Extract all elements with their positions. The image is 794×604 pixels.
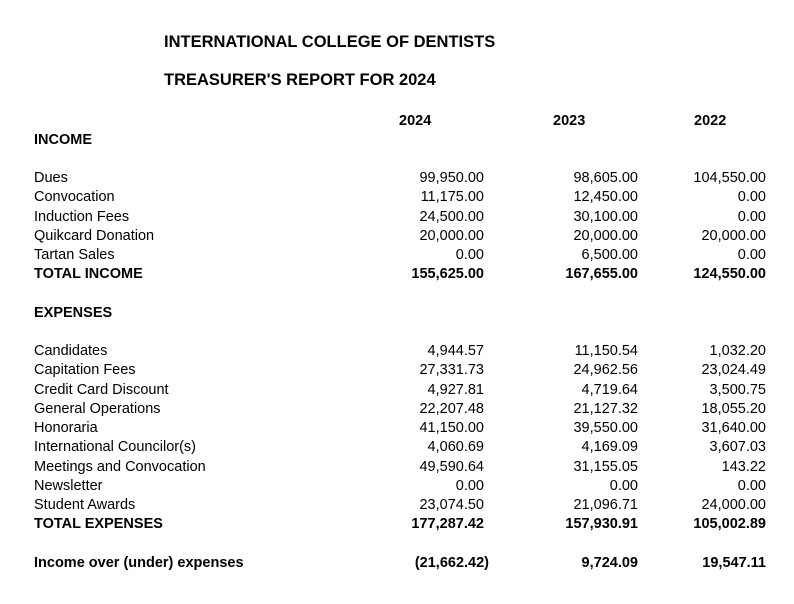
row-label: Student Awards xyxy=(34,497,136,513)
row-label: Capitation Fees xyxy=(34,362,136,379)
value-2022: 0.00 xyxy=(737,208,766,225)
row-label: Income over (under) expenses xyxy=(34,555,244,571)
row-label: International Councilor(s) xyxy=(34,439,196,456)
row-label: General Operations xyxy=(34,400,161,417)
year-header-row xyxy=(0,112,794,131)
row-label: Induction Fees xyxy=(34,208,130,225)
total-expenses-row xyxy=(0,515,794,534)
row-label: Honoraria xyxy=(34,420,98,436)
expenses-heading-row xyxy=(0,304,794,323)
value-2023: 9,724.09 xyxy=(581,555,638,571)
row-label: Candidates xyxy=(34,343,108,359)
value-2023: 4,719.64 xyxy=(581,381,638,398)
year-2023-header: 2023 xyxy=(553,113,586,129)
value-2024: 27,331.73 xyxy=(419,362,484,379)
value-2024: 177,287.42 xyxy=(411,516,484,532)
expense-row xyxy=(0,400,794,419)
income-row xyxy=(0,227,794,246)
value-2024: 23,074.50 xyxy=(419,497,484,513)
income-heading-row xyxy=(0,131,794,150)
income-row xyxy=(0,246,794,265)
value-2022: 19,547.11 xyxy=(702,555,766,571)
income-heading: INCOME xyxy=(34,132,92,148)
value-2022: 124,550.00 xyxy=(693,266,766,282)
value-2024: 155,625.00 xyxy=(411,266,484,282)
value-2023: 11,150.54 xyxy=(574,343,638,359)
organization-title: INTERNATIONAL COLLEGE OF DENTISTS xyxy=(164,33,496,51)
income-row xyxy=(0,188,794,207)
value-2023: 6,500.00 xyxy=(581,247,638,264)
value-2023: 30,100.00 xyxy=(573,208,638,225)
value-2024: 20,000.00 xyxy=(419,227,484,244)
value-2023: 0.00 xyxy=(609,477,638,494)
value-2022: 104,550.00 xyxy=(693,170,766,186)
value-2024: 0.00 xyxy=(455,477,484,494)
value-2022: 3,607.03 xyxy=(709,439,766,456)
value-2023: 20,000.00 xyxy=(573,227,638,244)
expense-row xyxy=(0,477,794,496)
value-2022: 0.00 xyxy=(737,477,766,494)
value-2024: 4,944.57 xyxy=(427,343,484,359)
value-2022: 0.00 xyxy=(737,189,766,206)
income-row xyxy=(0,208,794,227)
row-label: Newsletter xyxy=(34,477,103,494)
value-2023: 4,169.09 xyxy=(581,439,638,456)
value-2022: 105,002.89 xyxy=(693,516,766,532)
value-2023: 12,450.00 xyxy=(573,189,638,206)
value-2023: 24,962.56 xyxy=(573,362,638,379)
value-2023: 98,605.00 xyxy=(573,170,638,186)
value-2024: 49,590.64 xyxy=(419,458,484,475)
value-2023: 157,930.91 xyxy=(565,516,638,532)
value-2022: 1,032.20 xyxy=(709,343,766,359)
row-label: Meetings and Convocation xyxy=(34,458,206,475)
value-2024: 0.00 xyxy=(455,247,484,264)
row-label: Quikcard Donation xyxy=(34,227,155,244)
row-label: TOTAL EXPENSES xyxy=(34,516,163,532)
value-2023: 21,127.32 xyxy=(573,400,638,417)
value-2022: 3,500.75 xyxy=(709,381,766,398)
row-label: Credit Card Discount xyxy=(34,381,169,398)
value-2024: 11,175.00 xyxy=(420,189,484,206)
value-2024: 24,500.00 xyxy=(419,208,484,225)
expense-row xyxy=(0,458,794,477)
value-2022: 20,000.00 xyxy=(701,227,766,244)
value-2022: 143.22 xyxy=(721,458,766,475)
row-label: Dues xyxy=(34,170,68,186)
value-2023: 167,655.00 xyxy=(565,266,638,282)
value-2023: 39,550.00 xyxy=(573,420,638,436)
year-2024-header: 2024 xyxy=(399,113,432,129)
year-2022-header: 2022 xyxy=(694,113,727,129)
expense-row xyxy=(0,381,794,400)
value-2022: 31,640.00 xyxy=(701,420,766,436)
value-2024: 4,060.69 xyxy=(427,439,484,456)
value-2024: 99,950.00 xyxy=(419,170,484,186)
value-2024: (21,662.42) xyxy=(414,555,489,571)
value-2024: 22,207.48 xyxy=(419,400,484,417)
net-income-row xyxy=(0,554,794,573)
expense-row xyxy=(0,361,794,380)
value-2023: 21,096.71 xyxy=(573,497,638,513)
row-label: TOTAL INCOME xyxy=(34,266,143,282)
income-row xyxy=(0,169,794,188)
value-2022: 24,000.00 xyxy=(701,497,766,513)
expense-row xyxy=(0,438,794,457)
expense-row xyxy=(0,496,794,515)
expense-row xyxy=(0,342,794,361)
value-2022: 23,024.49 xyxy=(701,362,766,379)
expenses-heading: EXPENSES xyxy=(34,305,113,321)
total-income-row xyxy=(0,265,794,284)
row-label: Tartan Sales xyxy=(34,247,115,264)
value-2022: 0.00 xyxy=(737,247,766,264)
value-2023: 31,155.05 xyxy=(573,458,638,475)
value-2024: 41,150.00 xyxy=(419,420,484,436)
value-2022: 18,055.20 xyxy=(701,400,766,417)
report-title: TREASURER'S REPORT FOR 2024 xyxy=(164,71,436,89)
row-label: Convocation xyxy=(34,189,115,206)
value-2024: 4,927.81 xyxy=(427,381,484,398)
expense-row xyxy=(0,419,794,438)
